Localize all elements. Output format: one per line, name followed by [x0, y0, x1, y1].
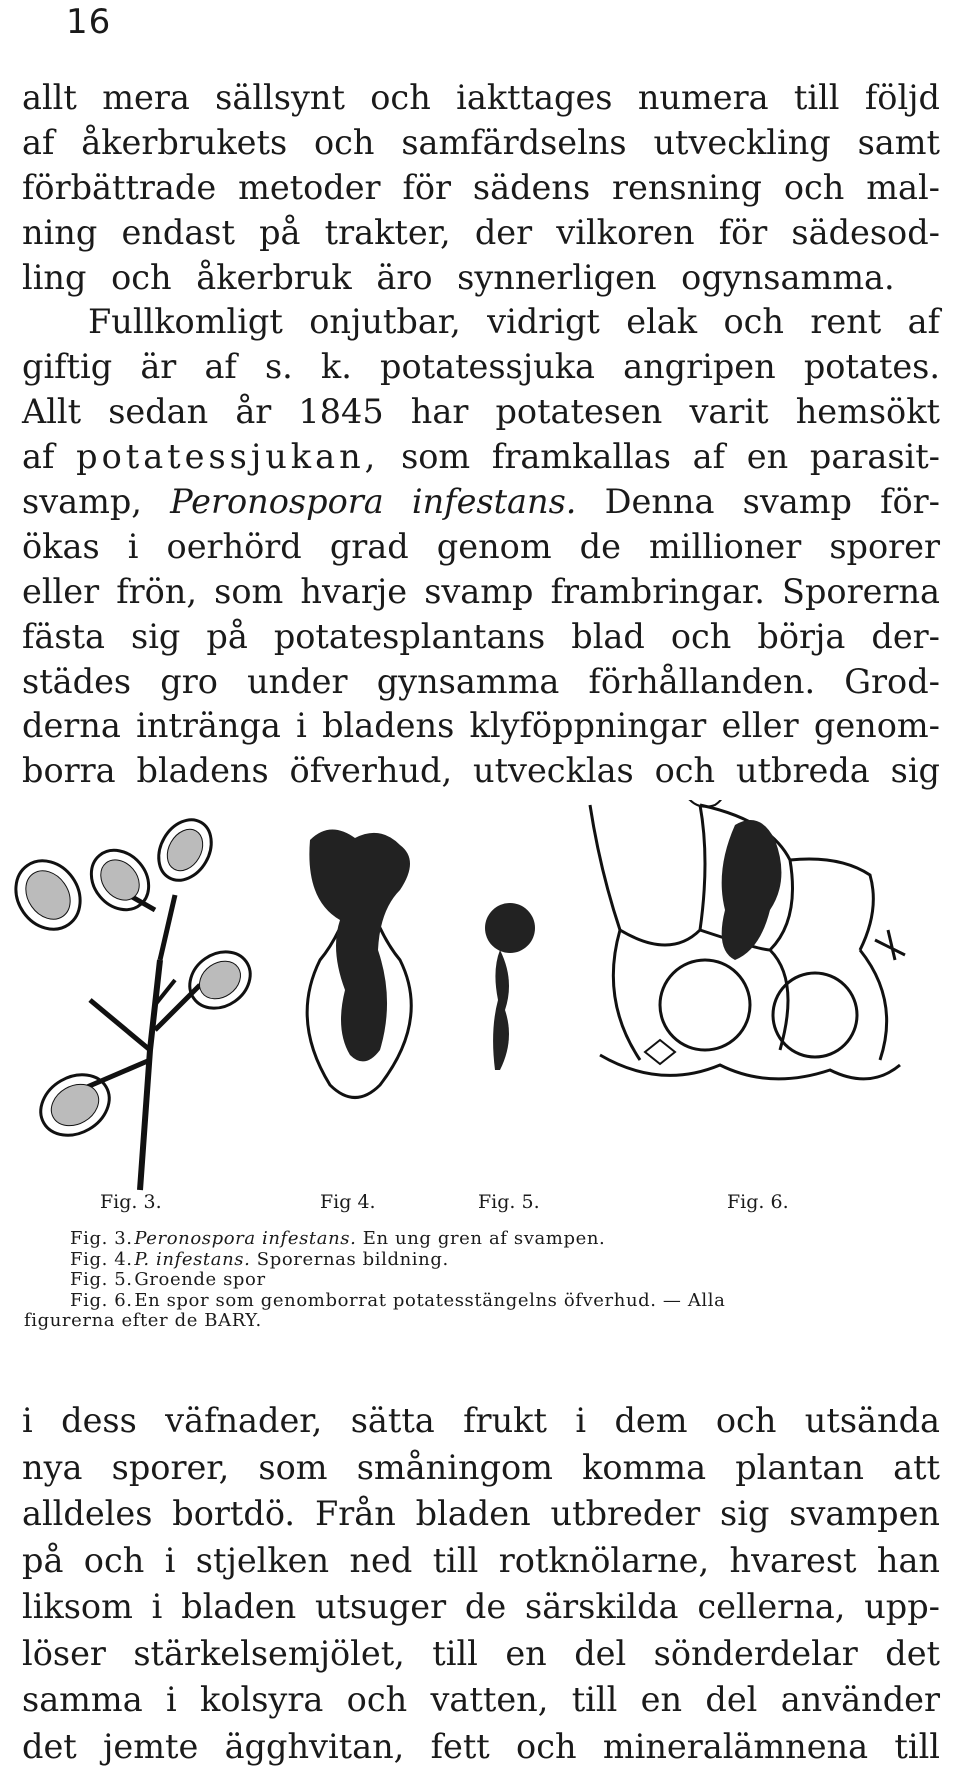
text-line: fästa sig på potatesplantans blad och börja der- — [22, 615, 940, 660]
spaced-emphasis: potatessjukan, — [76, 437, 379, 476]
caption-species: Peronospora infestans. — [134, 1228, 356, 1249]
figures-svg — [0, 800, 960, 1220]
text-line: derna intränga i bladens klyföppningar eller genom- — [22, 704, 940, 749]
text-fragment: som framkallas af en parasit- — [401, 437, 940, 476]
fig-label: Fig. 3. — [100, 1191, 162, 1213]
text-line: ning endast på trakter, der vilkoren för sädesod- — [22, 211, 940, 256]
text-line: nya sporer, som småningom komma plantan att — [22, 1445, 940, 1492]
caption-row — [24, 1291, 940, 1312]
text-line: liksom i bladen utsuger de särskilda cellerna, upp- — [22, 1584, 940, 1631]
fig-label: Fig. 6. — [727, 1191, 789, 1213]
caption-fig-number: Fig. 4. — [24, 1250, 128, 1271]
fig6-drawing — [590, 800, 920, 1079]
page-number: 16 — [66, 2, 111, 42]
text-line: i dess väfnader, sätta frukt i dem och utsända — [22, 1398, 940, 1445]
text-line: eller frön, som hvarje svamp frambringar. Sporerna — [22, 570, 940, 615]
fig4-drawing — [307, 829, 411, 1097]
text-line — [22, 435, 940, 480]
caption-tail: figurerna efter de BARY. — [24, 1311, 940, 1332]
text-line: städes gro under gynsamma förhållanden. Grod- — [22, 660, 940, 705]
caption-row — [24, 1270, 940, 1291]
text-line: ling och åkerbruk äro synnerligen ogynsamma. — [22, 256, 940, 301]
text-line: samma i kolsyra och vatten, till en del använder — [22, 1677, 940, 1724]
text-line: Fullkomligt onjutbar, vidrigt elak och rent af — [22, 300, 940, 345]
figure-caption — [24, 1229, 940, 1332]
text-line: allt mera sällsynt och iakttages numera till följd — [22, 76, 940, 121]
caption-text: Sporernas bildning. — [257, 1249, 449, 1270]
figure-labels — [0, 1191, 960, 1221]
text-line: på och i stjelken ned till rotknölarne, hvarest han — [22, 1538, 940, 1585]
text-line: det jemte ägghvitan, fett och mineralämnena till — [22, 1724, 940, 1770]
caption-fig-number: Fig. 3. — [24, 1229, 128, 1250]
caption-fig-number: Fig. 6. — [24, 1291, 128, 1312]
text-line: löser stärkelsemjölet, till en del sönderdelar det — [22, 1631, 940, 1678]
text-fragment: af — [22, 437, 54, 476]
fig5-drawing — [485, 903, 535, 1070]
figure-illustrations — [0, 800, 960, 1220]
caption-row — [24, 1250, 940, 1271]
fig-label: Fig 4. — [320, 1191, 376, 1213]
text-fragment: svamp, — [22, 482, 142, 521]
caption-row — [24, 1229, 940, 1250]
text-line — [22, 480, 940, 525]
text-line: förbättrade metoder för sädens rensning och mal- — [22, 166, 940, 211]
caption-fig-number: Fig. 5. — [24, 1270, 128, 1291]
caption-species: P. infestans. — [134, 1249, 250, 1270]
caption-text: En ung gren af svampen. — [363, 1228, 606, 1249]
caption-text: Groende spor — [134, 1269, 265, 1290]
caption-text: En spor som genomborrat potatesstängelns öfverhud. — Alla — [134, 1290, 725, 1311]
text-line: af åkerbrukets och samfärdselns utveckling samt — [22, 121, 940, 166]
text-line: giftig är af s. k. potatessjuka angripen potates. — [22, 345, 940, 390]
text-line: borra bladens öfverhud, utvecklas och utbreda sig — [22, 749, 940, 794]
text-line: alldeles bortdö. Från bladen utbreder sig svampen — [22, 1491, 940, 1538]
species-name: Peronospora infestans. — [170, 482, 576, 521]
text-line: ökas i oerhörd grad genom de millioner sporer — [22, 525, 940, 570]
fig-label: Fig. 5. — [478, 1191, 540, 1213]
body-text-top — [22, 76, 940, 794]
text-fragment: Denna svamp för- — [605, 482, 940, 521]
fig3-drawing — [3, 810, 261, 1190]
body-text-bottom — [22, 1398, 940, 1770]
text-line: Allt sedan år 1845 har potatesen varit hemsökt — [22, 390, 940, 435]
